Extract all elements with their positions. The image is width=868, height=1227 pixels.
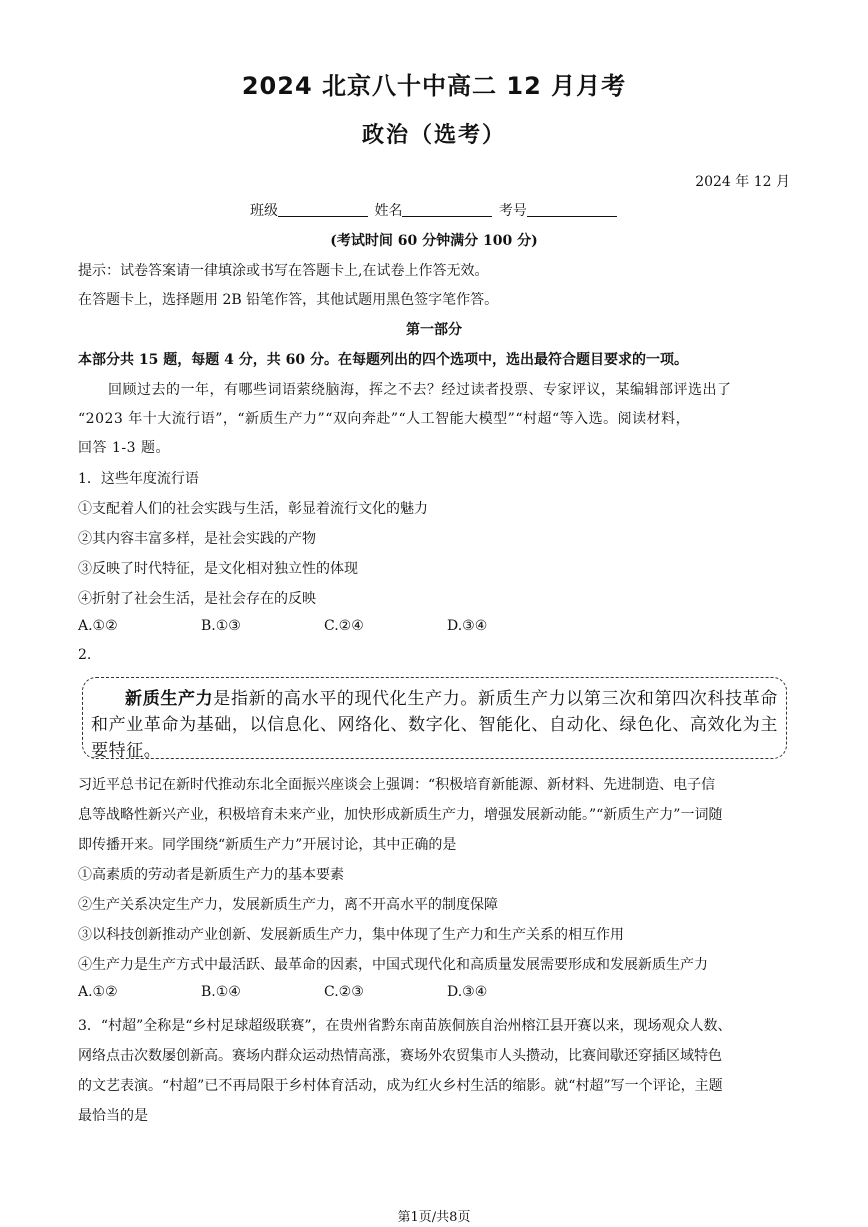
q1-item: ①支配着人们的社会实践与生活，彰显着流行文化的魅力 xyxy=(78,501,428,517)
name-label: 姓名 xyxy=(374,203,403,219)
q2-item: ④生产力是生产方式中最活跃、最革命的因素，中国式现代化和高质量发展需要形成和发展新质生产力 xyxy=(78,957,708,973)
material-text: 是指新的高水平的现代化生产力。新质生产力以第三次和第四次科技革命和产业革命为基础，以信息化、网络化、数字化、智能化、自动化、绿色化、高效化为主要特征。 xyxy=(91,689,779,761)
class-label: 班级 xyxy=(250,203,278,219)
intro-line: 回顾过去的一年，有哪些词语萦绕脑海，挥之不去？经过读者投票、专家评议，某编辑部评选出了 xyxy=(108,382,732,398)
q2-material-box xyxy=(82,677,787,759)
q3-line: 的文艺表演。“村超”已不再局限于乡村体育活动，成为红火乡村生活的缩影。就“村超”写一个评论，主题 xyxy=(78,1078,723,1094)
q1-item: ②其内容丰富多样，是社会实践的产物 xyxy=(78,531,316,547)
option-a: A.①② xyxy=(78,984,118,1000)
material-term: 新质生产力 xyxy=(125,689,214,709)
option-b: B.①③ xyxy=(201,618,241,634)
q1-item: ③反映了时代特征，是文化相对独立性的体现 xyxy=(78,561,358,577)
q1-options xyxy=(78,618,570,634)
option-b: B.①④ xyxy=(201,984,241,1000)
class-blank xyxy=(278,202,368,217)
option-d: D.③④ xyxy=(447,618,488,634)
part-instruction: 本部分共 15 题，每题 4 分，共 60 分。在每题列出的四个选项中，选出最符合题目要求的一项。 xyxy=(78,352,688,368)
q2-item: ③以科技创新推动产业创新、发展新质生产力，集中体现了生产力和生产关系的相互作用 xyxy=(78,927,624,943)
q1-stem: 1．这些年度流行语 xyxy=(78,471,199,487)
part-heading: 第一部分 xyxy=(406,322,462,338)
exam-title: 2024 北京八十中高二 12 月月考 xyxy=(241,72,627,100)
exam-time-note: (考试时间 60 分钟满分 100 分) xyxy=(330,233,538,249)
option-d: D.③④ xyxy=(447,984,488,1000)
number-label: 考号 xyxy=(498,203,527,219)
q2-number: 2. xyxy=(78,647,92,663)
q2-stem-line: 息等战略性新兴产业，积极培育未来产业，加快形成新质生产力，增强发展新动能。”“新质生产力”一词随 xyxy=(78,807,723,823)
intro-line: 回答 1-3 题。 xyxy=(78,440,170,456)
q2-stem-line: 即传播开来。同学围绕“新质生产力”开展讨论，其中正确的是 xyxy=(78,837,457,853)
q3-line: 3．“村超”全称是“乡村足球超级联赛”，在贵州省黔东南苗族侗族自治州榕江县开赛以来，现场观众人数、 xyxy=(78,1018,732,1034)
name-blank xyxy=(402,202,492,217)
option-c: C.②④ xyxy=(324,618,364,634)
option-c: C.②③ xyxy=(324,984,364,1000)
number-blank xyxy=(527,202,617,217)
exam-date: 2024 年 12 月 xyxy=(695,174,790,190)
q1-item: ④折射了社会生活，是社会存在的反映 xyxy=(78,591,316,607)
tip-line: 在答题卡上，选择题用 2B 铅笔作答，其他试题用黑色签字笔作答。 xyxy=(78,292,499,308)
student-info-fields xyxy=(250,200,619,220)
page-number: 第1页/共8页 xyxy=(397,1210,471,1225)
tip-line: 提示：试卷答案请一律填涂或书写在答题卡上,在试卷上作答无效。 xyxy=(78,263,489,279)
option-a: A.①② xyxy=(78,618,118,634)
q2-item: ②生产关系决定生产力，发展新质生产力，离不开高水平的制度保障 xyxy=(78,897,498,913)
intro-line: “2023 年十大流行语”，“新质生产力”“双向奔赴”“人工智能大模型”“村超“等入选。阅读材料， xyxy=(78,411,691,427)
q2-options xyxy=(78,984,570,1000)
q2-stem-line: 习近平总书记在新时代推动东北全面振兴座谈会上强调：“积极培育新能源、新材料、先进制造、电子信 xyxy=(78,777,716,793)
q2-item: ①高素质的劳动者是新质生产力的基本要素 xyxy=(78,867,344,883)
q3-line: 最恰当的是 xyxy=(78,1108,148,1124)
q3-line: 网络点击次数屡创新高。赛场内群众运动热情高涨，赛场外农贸集市人头攒动，比赛间歇还穿插区域特色 xyxy=(78,1048,722,1064)
exam-subtitle: 政治（选考） xyxy=(361,123,506,148)
